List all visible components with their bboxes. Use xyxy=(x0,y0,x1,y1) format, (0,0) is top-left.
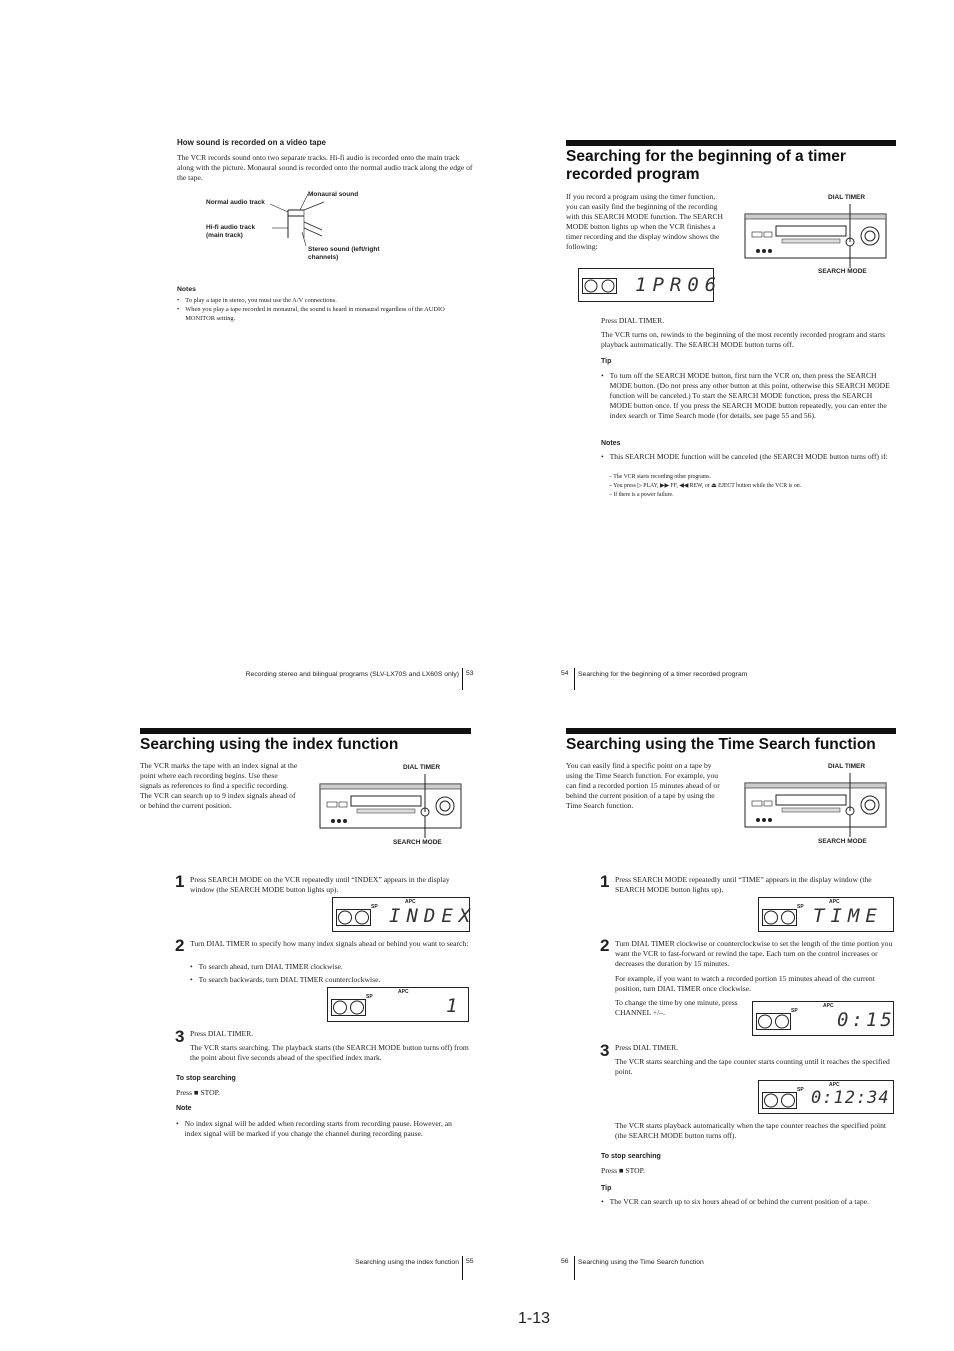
list-item: • To play a tape in stereo, you must use the A/V connections. xyxy=(177,297,337,304)
p54-title-bar xyxy=(566,140,896,146)
p55-vcr-illustration xyxy=(319,782,463,837)
p54-search-mode-label: SEARCH MODE xyxy=(818,268,867,275)
p54-display-window xyxy=(578,268,723,302)
list-item: • No index signal will be added when recording starts from recording pause. However, an index signal will be marked if you change the channel during recording pause. xyxy=(176,1119,452,1138)
p55-title-bar xyxy=(140,728,471,734)
p56-step3-number: 3 xyxy=(600,1041,610,1060)
list-item: • The VCR can search up to six hours ahead of or behind the current position of a tape. xyxy=(601,1197,869,1206)
p53-notes-title: Notes xyxy=(177,286,196,293)
p56-intro: You can easily find a specific point on a tape by using the Time Search function. For example, you can find a recorded portion 15 minutes ahead of or behind the current position of a tape by using the Time Search function. xyxy=(566,761,720,810)
p56-step2-example: For example, if you want to watch a recorded portion 15 minutes ahead of the current position, turn DIAL TIMER once clockwise. xyxy=(615,974,875,993)
list-item: • This SEARCH MODE function will be canceled (the SEARCH MODE button turns off) if: xyxy=(601,452,888,461)
list-item: • To search backwards, turn DIAL TIMER counterclockwise. xyxy=(190,975,381,984)
p54-footer-text: Searching for the beginning of a timer recorded program xyxy=(578,671,748,678)
p55-step3-text: Press DIAL TIMER. xyxy=(190,1029,254,1038)
sp-indicator: SP xyxy=(371,904,378,910)
list-item: • When you play a tape recorded in monaural, the sound is heard in monaural regardless of the AUDIO MONITOR setting. xyxy=(177,306,445,322)
sheet-number: 1-13 xyxy=(518,1310,551,1327)
p55-footer-rule xyxy=(462,1256,463,1280)
p56-title-bar xyxy=(566,728,896,734)
p54-note-subitems xyxy=(609,473,899,500)
p56-step1-text: Press SEARCH MODE repeatedly until “TIME” appears in the display window (the SEARCH MODE button lights up). xyxy=(615,875,872,894)
p56-tip-title: Tip xyxy=(601,1185,612,1192)
p54-result: The VCR turns on, rewinds to the beginning of the most recently recorded program and starts playback automatically. The SEARCH MODE button turns off. xyxy=(601,330,886,349)
p56-step1-number: 1 xyxy=(600,872,610,891)
p56-display-counter xyxy=(758,1080,894,1114)
p56-after-text: The VCR starts playback automatically when the tape counter reaches the specified point (the SEARCH MODE button turns off). xyxy=(615,1121,887,1140)
p55-display-count xyxy=(327,987,469,1022)
p55-stop-title: To stop searching xyxy=(176,1075,236,1082)
p56-page-number: 56 xyxy=(561,1258,569,1265)
p55-title: Searching using the index function xyxy=(140,736,399,753)
p56-stop-title: To stop searching xyxy=(601,1153,661,1160)
p53-normal-track-label: Normal audio track xyxy=(206,199,265,206)
p53-hifi-track-label: Hi-fi audio track (main track) xyxy=(206,224,256,239)
list-item: • To search ahead, turn DIAL TIMER clockwise. xyxy=(190,962,343,971)
p56-display-duration xyxy=(752,1001,894,1036)
p55-display1-text: INDEX xyxy=(389,905,477,927)
apc-indicator: APC xyxy=(405,899,416,905)
p54-dial-timer-label: DIAL TIMER xyxy=(828,194,866,201)
p56-stop-text: Press ■ STOP. xyxy=(601,1166,645,1175)
list-item: – If there is a power failure. xyxy=(609,492,674,498)
p55-step1-number: 1 xyxy=(175,872,185,891)
p55-display-index xyxy=(332,897,477,932)
p55-step3-number: 3 xyxy=(175,1027,185,1046)
p54-display-text: 1PR06 xyxy=(635,274,723,296)
p56-display1-text: TIME xyxy=(813,905,883,927)
p55-step2-bullets xyxy=(190,962,470,985)
p53-footer-rule xyxy=(462,668,463,690)
p54-press: Press DIAL TIMER. xyxy=(601,316,665,325)
p53-body: The VCR records sound onto two separate tracks. Hi-fi audio is recorded onto the main track along with the picture. Monaural sound is recorded onto the normal audio track along the edge of the tape. xyxy=(177,153,473,182)
p53-subhead: How sound is recorded on a video tape xyxy=(177,138,326,147)
p54-notes-title: Notes xyxy=(601,440,621,447)
p56-step3-text: Press DIAL TIMER. xyxy=(615,1043,679,1052)
p55-step1-text: Press SEARCH MODE on the VCR repeatedly until “INDEX” appears in the display window (the SEARCH MODE button lights up). xyxy=(190,875,450,894)
p53-page-number: 53 xyxy=(466,670,474,677)
p56-display3-text: 0:12:34 xyxy=(811,1088,890,1108)
p55-step2-text: Turn DIAL TIMER to specify how many index signals ahead or behind you want to search: xyxy=(190,939,469,948)
p54-vcr-illustration xyxy=(744,212,888,267)
p56-footer-text: Searching using the Time Search function xyxy=(578,1259,704,1266)
sp-indicator: SP xyxy=(366,994,373,1000)
apc-indicator: APC xyxy=(829,899,840,905)
list-item: – The VCR starts recording other programs. xyxy=(609,474,712,480)
apc-indicator: APC xyxy=(398,989,409,995)
p56-step2-change: To change the time by one minute, press CHANNEL +/–. xyxy=(615,998,738,1017)
sp-indicator: SP xyxy=(791,1008,798,1014)
p55-display2-text: 1 xyxy=(446,995,464,1017)
p55-footer-text: Searching using the index function xyxy=(355,1259,459,1266)
p56-display2-text: 0:15 xyxy=(837,1009,895,1031)
p55-step2-number: 2 xyxy=(175,936,185,955)
p55-step3-result: The VCR starts searching. The playback starts (the SEARCH MODE button turns off) from the point about five seconds ahead of the specified index mark. xyxy=(190,1043,469,1062)
p56-footer-rule xyxy=(574,1256,575,1280)
p54-title: Searching for the beginning of a timer recorded program xyxy=(566,148,846,183)
p53-notes-list xyxy=(177,296,473,323)
p56-title: Searching using the Time Search function xyxy=(566,736,876,753)
sp-indicator: SP xyxy=(797,1087,804,1093)
p55-dial-timer-label: DIAL TIMER xyxy=(403,764,441,771)
p54-tip-title: Tip xyxy=(601,358,612,365)
list-item: – You press ▷ PLAY, ▶▶ FF, ◀◀ REW, or ⏏ EJECT button while the VCR is on. xyxy=(609,483,802,489)
p55-intro: The VCR marks the tape with an index signal at the point where each recording begins. Use these signals as references to find a specific recording. The VCR can search up to 9 index signals ahead of or behind the current position. xyxy=(140,761,298,810)
p56-vcr-illustration xyxy=(744,781,888,836)
p55-page-number: 55 xyxy=(466,1258,474,1265)
p56-dial-timer-label: DIAL TIMER xyxy=(828,763,866,770)
p56-search-mode-label: SEARCH MODE xyxy=(818,838,867,845)
p53-monaural-label: Monaural sound xyxy=(308,191,359,198)
p53-stereo-label: Stereo sound (left/right channels) xyxy=(308,246,380,261)
p56-step2-number: 2 xyxy=(600,936,610,955)
apc-indicator: APC xyxy=(829,1082,840,1088)
p54-footer-rule xyxy=(574,668,575,690)
p54-page-number: 54 xyxy=(561,670,569,677)
list-item: • To turn off the SEARCH MODE button, first turn the VCR on, then press the SEARCH MODE button. (Do not press any other button at this point, otherwise this SEARCH MODE function will be canceled.) To start the SEARCH MODE function, press the SEARCH MODE button once. If you press the SEARCH MODE button repeatedly, you can enter the index search or Time Search mode (for details, see page 55 and 56). xyxy=(601,371,890,420)
p56-display-time xyxy=(758,897,894,932)
sp-indicator: SP xyxy=(797,904,804,910)
apc-indicator: APC xyxy=(823,1003,834,1009)
p55-stop-text: Press ■ STOP. xyxy=(176,1088,220,1097)
p54-intro: If you record a program using the timer function, you can easily find the beginning of the recording with this SEARCH MODE function. The SEARCH MODE button lights up when the VCR finishes a timer recording and the display window shows the following: xyxy=(566,192,724,251)
p56-step3-result: The VCR starts searching and the tape counter starts counting until it reaches the specified point. xyxy=(615,1057,890,1076)
p56-step2-text: Turn DIAL TIMER clockwise or counterclockwise to set the length of the time portion you want the VCR to fast-forward or rewind the tape. Each turn on the control increases or decreases the duration by 15 minutes. xyxy=(615,939,893,968)
p55-search-mode-label: SEARCH MODE xyxy=(393,839,442,846)
p55-note-title: Note xyxy=(176,1105,192,1112)
p53-footer-text: Recording stereo and bilingual programs (SLV-LX70S and LX60S only) xyxy=(245,671,459,678)
